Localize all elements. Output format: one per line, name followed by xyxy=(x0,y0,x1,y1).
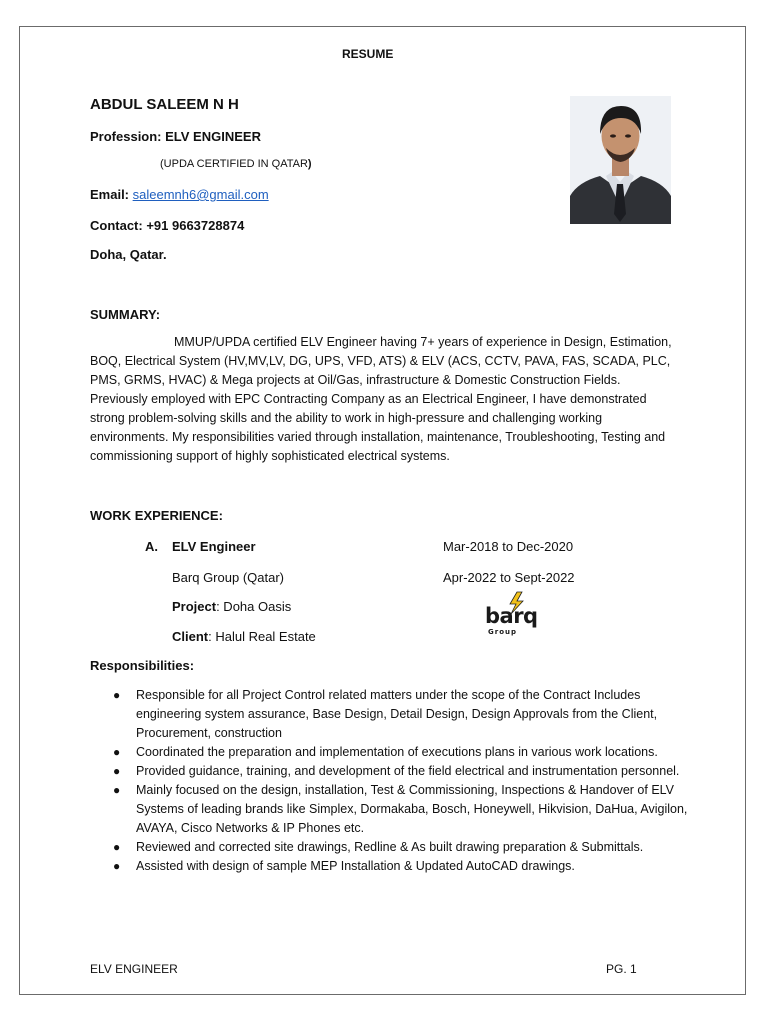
list-item-text: Coordinated the preparation and implementation of executions plans in various work locations. xyxy=(136,745,658,759)
certification-close: ) xyxy=(307,158,312,170)
page-number: PG. 1 xyxy=(606,962,637,976)
project-label: Project xyxy=(172,599,217,614)
location-line: Doha, Qatar. xyxy=(90,247,167,262)
bullet-icon: ● xyxy=(113,688,121,702)
email-link[interactable]: saleemnh6@gmail.com xyxy=(132,187,269,202)
footer-left: ELV ENGINEER xyxy=(90,962,178,976)
summary-paragraph xyxy=(90,333,680,466)
candidate-name: ABDUL SALEEM N H xyxy=(90,96,239,113)
email-line xyxy=(90,187,269,202)
job-role: ELV Engineer xyxy=(172,539,256,554)
job-date-2: Apr-2022 to Sept-2022 xyxy=(443,570,575,585)
bullet-icon: ● xyxy=(113,859,121,873)
profession-value: ELV ENGINEER xyxy=(165,129,261,144)
job-date-1: Mar-2018 to Dec-2020 xyxy=(443,539,574,554)
work-experience-heading: WORK EXPERIENCE: xyxy=(90,508,223,523)
project-value: : Doha Oasis xyxy=(216,599,292,614)
project-line xyxy=(172,599,291,614)
bullet-icon: ● xyxy=(113,745,121,759)
certification-text: (UPDA CERTIFIED IN QATAR xyxy=(160,158,308,170)
entry-marker: A. xyxy=(145,539,158,554)
bullet-icon: ● xyxy=(113,764,121,778)
certification-note xyxy=(160,158,312,170)
list-item-text: Assisted with design of sample MEP Installation & Updated AutoCAD drawings. xyxy=(136,859,575,873)
email-label: Email: xyxy=(90,187,133,202)
summary-text: MMUP/UPDA certified ELV Engineer having 7+ years of experience in Design, Estimation, BOQ, Electrical System (HV,MV,LV, DG, UPS, VFD, ATS) & ELV (ACS, CCTV, PAVA, FAS, SCADA, PLC, PMS, GRMS, HVAC) & Mega projects at Oil/Gas, infrastructure & Domestic Construction Fields. Previously employed with EPC Contracting Company as an Electrical Engineer, I have demonstrated strong problem-solving skills and the ability to work in high-pressure and challenging working environments. My responsibilities varied through installation, maintenance, Troubleshooting, Testing and commissioning support of highly sophisticated electrical systems. xyxy=(90,335,672,463)
list-item-text: Provided guidance, training, and development of the field electrical and instrumentation personnel. xyxy=(136,764,680,778)
summary-heading: SUMMARY: xyxy=(90,307,161,322)
profession-label: Profession: xyxy=(90,129,166,144)
list-item-text: Reviewed and corrected site drawings, Redline & As built drawing preparation & Submittals. xyxy=(136,840,644,854)
company-name: Barq Group (Qatar) xyxy=(172,570,284,585)
responsibilities-heading: Responsibilities: xyxy=(90,658,195,673)
document-title: RESUME xyxy=(342,47,394,61)
client-line xyxy=(172,629,316,644)
bullet-icon: ● xyxy=(113,840,121,854)
list-item xyxy=(90,857,690,876)
portrait-image xyxy=(570,96,671,224)
list-item-text: Responsible for all Project Control related matters under the scope of the Contract Includes engineering system assurance, Base Design, Detail Design, Design Approvals from the Client, Procurement, construction xyxy=(136,688,658,740)
list-item xyxy=(90,762,690,781)
responsibilities-list xyxy=(90,686,690,876)
list-item xyxy=(90,838,690,857)
contact-line: Contact: +91 9663728874 xyxy=(90,218,245,233)
logo-wordmark: barq xyxy=(485,604,538,628)
client-value: : Halul Real Estate xyxy=(208,629,316,644)
list-item xyxy=(90,743,690,762)
client-label: Client xyxy=(172,629,209,644)
logo-subtext: Group xyxy=(488,628,518,636)
list-item xyxy=(90,686,690,743)
profile-photo xyxy=(570,96,671,224)
bullet-icon: ● xyxy=(113,783,121,797)
list-item xyxy=(90,781,690,838)
list-item-text: Mainly focused on the design, installation, Test & Commissioning, Inspections & Handover of ELV Systems of leading brands like Simplex, Dormakaba, Bosch, Honeywell, Hikvision, DaHua, Avigilon, AVAYA, Cisco Networks & IP Phones etc. xyxy=(136,783,688,835)
barq-group-logo xyxy=(483,590,543,642)
profession-line xyxy=(90,129,261,144)
